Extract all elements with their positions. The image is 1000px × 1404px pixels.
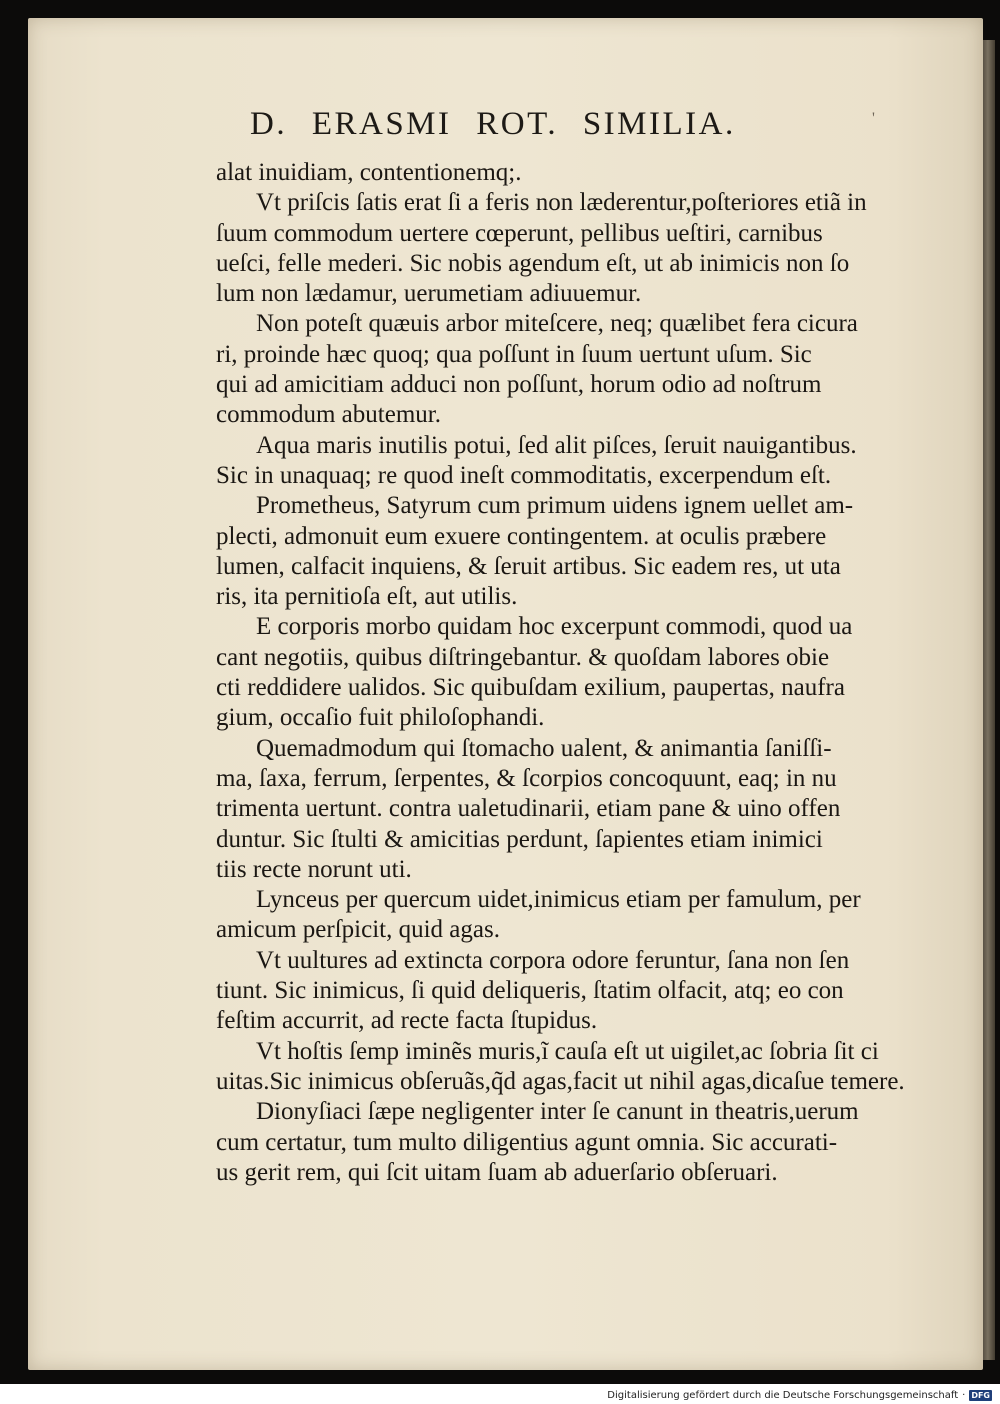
text-line: E corporis morbo quidam hoc excerpunt commodi, quod ua xyxy=(256,613,853,641)
text-line: Sic in unaquaq; re quod ineſt commoditatis, excerpendum eſt. xyxy=(216,461,832,489)
text-line: ris, ita pernitioſa eſt, aut utilis. xyxy=(216,583,518,611)
text-line: amicum perſpicit, quid agas. xyxy=(216,916,500,944)
head-mark: ' xyxy=(872,110,875,127)
text-line: lum non lædamur, uerumetiam adiuuemur. xyxy=(216,280,642,308)
text-line: cum certatur, tum multo diligentius agunt omnia. Sic accurati- xyxy=(216,1128,838,1156)
text-line: Vt uultures ad extincta corpora odore feruntur, ſana non ſen xyxy=(256,946,850,974)
text-line: Lynceus per quercum uidet,inimicus etiam per famulum, per xyxy=(256,886,861,914)
text-line: us gerit rem, qui ſcit uitam ſuam ab aduerſario obſeruari. xyxy=(216,1158,778,1186)
text-line: Vt priſcis ſatis erat ſi a feris non læderentur,poſteriores etiã in xyxy=(256,189,867,217)
text-line: qui ad amicitiam adduci non poſſunt, horum odio ad noſtrum xyxy=(216,371,822,399)
text-line: alat inuidiam, contentionemq;. xyxy=(216,159,522,186)
text-line: Prometheus, Satyrum cum primum uidens ignem uellet am- xyxy=(256,492,854,520)
text-line: ueſci, felle mederi. Sic nobis agendum eſt, ut ab inimicis non ſo xyxy=(216,249,850,277)
text-line: trimenta uertunt. contra ualetudinarii, etiam pane & uino offen xyxy=(216,795,841,823)
text-line: tiunt. Sic inimicus, ſi quid deliqueris, ſtatim olfacit, atq; eo con xyxy=(216,977,844,1005)
page-edge-shadow xyxy=(983,40,995,1360)
text-line: commodum abutemur. xyxy=(216,401,441,429)
running-head: D. ERASMI ROT. SIMILIA. xyxy=(250,106,736,142)
text-line: plecti, admonuit eum exuere contingentem. at oculis præbere xyxy=(216,522,827,550)
funding-note: Digitalisierung gefördert durch die Deutsche Forschungsgemeinschaft xyxy=(607,1389,959,1401)
text-line: gium, occaſio fuit philoſophandi. xyxy=(216,704,545,732)
text-line: Non poteſt quæuis arbor miteſcere, neq; quælibet fera cicura xyxy=(256,310,858,338)
digitization-footer xyxy=(607,1388,992,1402)
text-line: cti reddidere ualidos. Sic quibuſdam exilium, paupertas, naufra xyxy=(216,674,845,702)
footer-separator-icon: · xyxy=(962,1389,966,1401)
body-text xyxy=(216,158,976,1188)
text-line: Aqua maris inutilis potui, ſed alit piſces, ſeruit nauigantibus. xyxy=(256,431,857,459)
text-line: cant negotiis, quibus diſtringebantur. & quoſdam labores obie xyxy=(216,643,830,671)
text-line: Quemadmodum qui ſtomacho ualent, & animantia ſaniſſi- xyxy=(256,734,832,762)
text-line: Dionyſiaci ſæpe negligenter inter ſe canunt in theatris,uerum xyxy=(256,1098,859,1126)
text-line: ſuum commodum uertere cœperunt, pellibus ueſtiri, carnibus xyxy=(216,219,823,247)
text-line: tiis recte norunt uti. xyxy=(216,855,412,883)
text-line: ma, ſaxa, ferrum, ſerpentes, & ſcorpios concoquunt, eaq; in nu xyxy=(216,764,837,792)
text-line: lumen, calfacit inquiens, & ſeruit artibus. Sic eadem res, ut uta xyxy=(216,552,841,580)
text-line: uitas.Sic inimicus obſeruãs,q̃d agas,facit ut nihil agas,dicaſue temere. xyxy=(216,1067,905,1095)
dfg-logo-icon: DFG xyxy=(971,1390,990,1400)
text-line: Vt hoſtis ſemp iminẽs muris,ĩ cauſa eſt ut uigilet,ac ſobria ſit ci xyxy=(256,1037,879,1065)
text-line: feſtim accurrit, ad recte facta ſtupidus. xyxy=(216,1007,598,1035)
text-line: ri, proinde hæc quoq; qua poſſunt in ſuum uertunt uſum. Sic xyxy=(216,340,812,368)
text-line: duntur. Sic ſtulti & amicitias perdunt, ſapientes etiam inimici xyxy=(216,825,823,853)
